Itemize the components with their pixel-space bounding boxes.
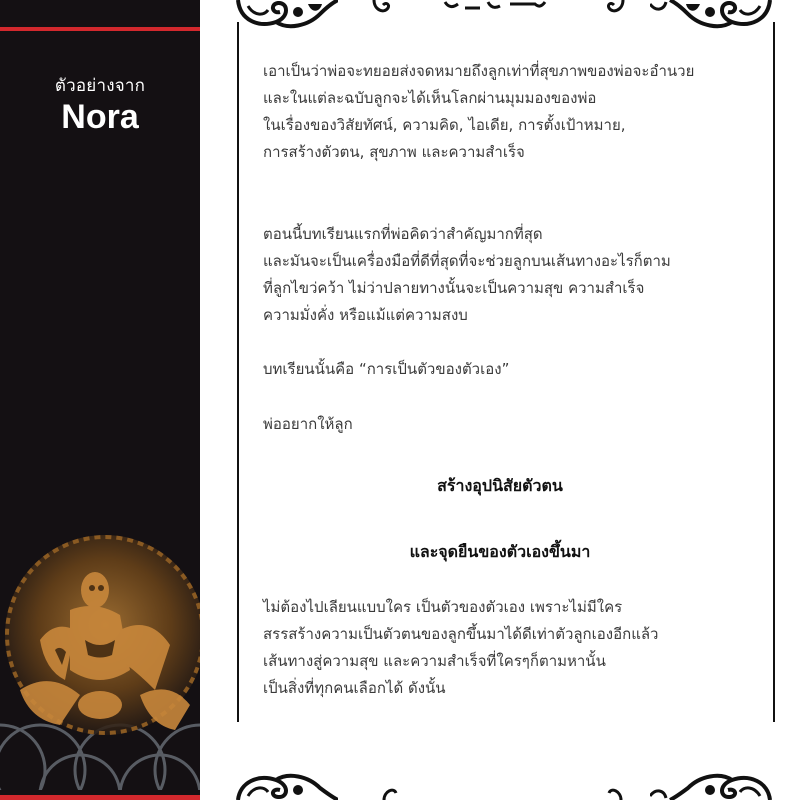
- sample-from-caption: ตัวอย่างจาก: [54, 76, 146, 96]
- text-line: ตอนนี้บทเรียนแรกที่พ่อคิดว่าสำคัญมากที่สุด: [263, 225, 543, 243]
- text-line: การสร้างตัวตน, สุขภาพ และความสำเร็จ: [263, 143, 525, 161]
- bottom-right-ornament: [650, 768, 780, 800]
- text-line: พ่ออยากให้ลูก: [263, 415, 353, 433]
- book-title: Nora: [61, 98, 139, 136]
- paragraph-first-lesson: [263, 221, 733, 329]
- top-left-small-swirl: [370, 0, 392, 20]
- text-line: ในเรื่องของวิสัยทัศน์, ความคิด, ไอเดีย, การตั้งเป้าหมาย,: [263, 116, 626, 134]
- top-right-ornament: [650, 0, 780, 40]
- bottom-right-small-swirl: [605, 785, 625, 800]
- text-line: ความมั่งคั่ง หรือแม้แต่ความสงบ: [263, 306, 468, 324]
- top-left-ornament: [228, 0, 338, 40]
- paragraph-intro: [263, 58, 733, 166]
- text-line: และในแต่ละฉบับลูกจะได้เห็นโลกผ่านมุมมองของพ่อ: [263, 89, 597, 107]
- letter-page: [200, 0, 800, 800]
- text-line: ไม่ต้องไปเลียนแบบใคร เป็นตัวของตัวเอง เพราะไม่มีใคร: [263, 598, 623, 616]
- frame-line-left: [237, 22, 239, 722]
- text-line: สรรสร้างความเป็นตัวตนของลูกขึ้นมาได้ดีเท่าตัวลูกเองอีกแล้ว: [263, 625, 659, 643]
- paragraph-wish: [263, 411, 733, 438]
- red-accent-line-bottom: [0, 795, 200, 800]
- text-line: เส้นทางสู่ความสุข และความสำเร็จที่ใครๆก็ตามหานั้น: [263, 652, 606, 670]
- paragraph-be-yourself: [263, 594, 733, 702]
- heading-build-character: สร้างอุปนิสัยตัวตน: [437, 476, 563, 495]
- book-sidebar-banner: [0, 0, 200, 800]
- top-cropped-heading-fragment: [440, 0, 550, 14]
- paragraph-lesson-name: [263, 356, 733, 383]
- cover-artwork-image: [0, 520, 200, 795]
- bottom-left-small-swirl: [380, 785, 400, 800]
- text-line: ที่ลูกไขว่คว้า ไม่ว่าปลายทางนั้นจะเป็นความสุข ความสำเร็จ: [263, 279, 645, 297]
- text-line: บทเรียนนั้นคือ “การเป็นตัวของตัวเอง”: [263, 360, 510, 378]
- bottom-left-ornament: [228, 768, 338, 800]
- top-right-small-swirl: [605, 0, 627, 20]
- text-line: เอาเป็นว่าพ่อจะทยอยส่งจดหมายถึงลูกเท่าที่สุขภาพของพ่อจะอำนวย: [263, 62, 695, 80]
- red-accent-line-top: [0, 27, 200, 31]
- text-line: เป็นสิ่งที่ทุกคนเลือกได้ ดังนั้น: [263, 679, 446, 697]
- text-line: และมันจะเป็นเครื่องมือที่ดีที่สุดที่จะช่วยลูกบนเส้นทางอะไรก็ตาม: [263, 252, 671, 270]
- heading-own-stance: และจุดยืนของตัวเองขึ้นมา: [409, 542, 591, 561]
- frame-line-right: [773, 22, 775, 722]
